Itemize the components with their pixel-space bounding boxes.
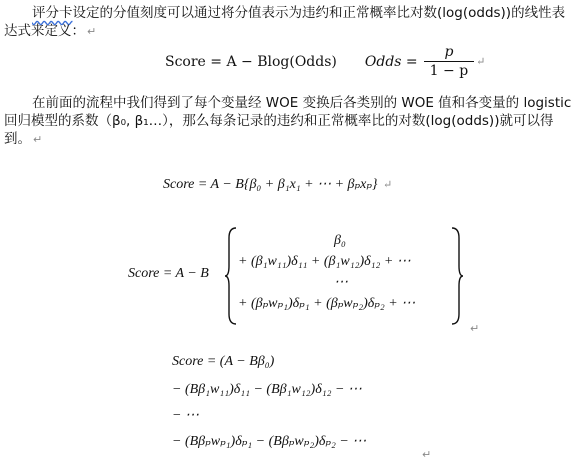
explanation-paragraph — [4, 94, 576, 149]
odds-label: Odds = — [364, 53, 418, 70]
linear-score-text: Score = A − B{β₀ + β₁x₁ + ⋯ + βₚxₚ} — [163, 177, 378, 192]
expanded-row: + (β₁w₁₁)δ₁₁ + (β₁w₁₂)δ₁₂ + ⋯ — [238, 254, 411, 269]
paragraph-mark-icon: ↵ — [383, 179, 393, 191]
underlined-term: 评分卡 — [32, 5, 73, 21]
final-row: − (Bβ₁w₁₁)δ₁₁ − (Bβ₁w₁₂)δ₁₂ − ⋯ — [172, 382, 362, 397]
expanded-row: + (βₚwₚ₁)δₚ₁ + (βₚwₚ₂)δₚ₂ + ⋯ — [238, 296, 416, 311]
expanded-score-rows — [238, 230, 415, 314]
intro-paragraph — [4, 4, 576, 41]
paragraph-mark-icon: ↵ — [476, 55, 486, 68]
expanded-row: β₀ — [334, 233, 346, 248]
expanded-row: ⋯ — [334, 275, 348, 290]
explanation-text: 在前面的流程中我们得到了每个变量经 WOE 变换后各类别的 WOE 值和各变量的 logistic 回归模型的系数（β₀, β₁…），那么每条记录的违约和正常概率比的对数(log(odds))就可以得到。 — [4, 95, 572, 147]
final-row: − ⋯ — [172, 408, 199, 423]
final-row: − (Bβₚwₚ₁)δₚ₁ − (Bβₚwₚ₂)δₚ₂ − ⋯ — [172, 434, 367, 449]
final-row: Score = (A − Bβ₀) — [172, 354, 275, 369]
score-definition-formula — [165, 44, 485, 79]
score-expression: Score = A − Blog(Odds) — [165, 53, 337, 70]
paragraph-mark-icon: ↵ — [470, 322, 480, 335]
left-brace-icon — [224, 226, 238, 326]
paragraph-mark-icon: ↵ — [87, 25, 97, 38]
linear-score-formula — [163, 176, 392, 193]
odds-fraction — [424, 44, 475, 79]
paragraph-mark-icon: ↵ — [422, 448, 432, 461]
expanded-score-label: Score = A − B — [128, 266, 209, 281]
fraction-numerator: p — [444, 44, 454, 60]
right-brace-icon — [450, 226, 464, 326]
fraction-denominator: 1 − p — [424, 61, 475, 79]
intro-text: 设定的分值刻度可以通过将分值表示为违约和正常概率比对数(log(odds))的线性表达式来定义： — [4, 5, 566, 39]
paragraph-mark-icon: ↵ — [33, 133, 43, 146]
